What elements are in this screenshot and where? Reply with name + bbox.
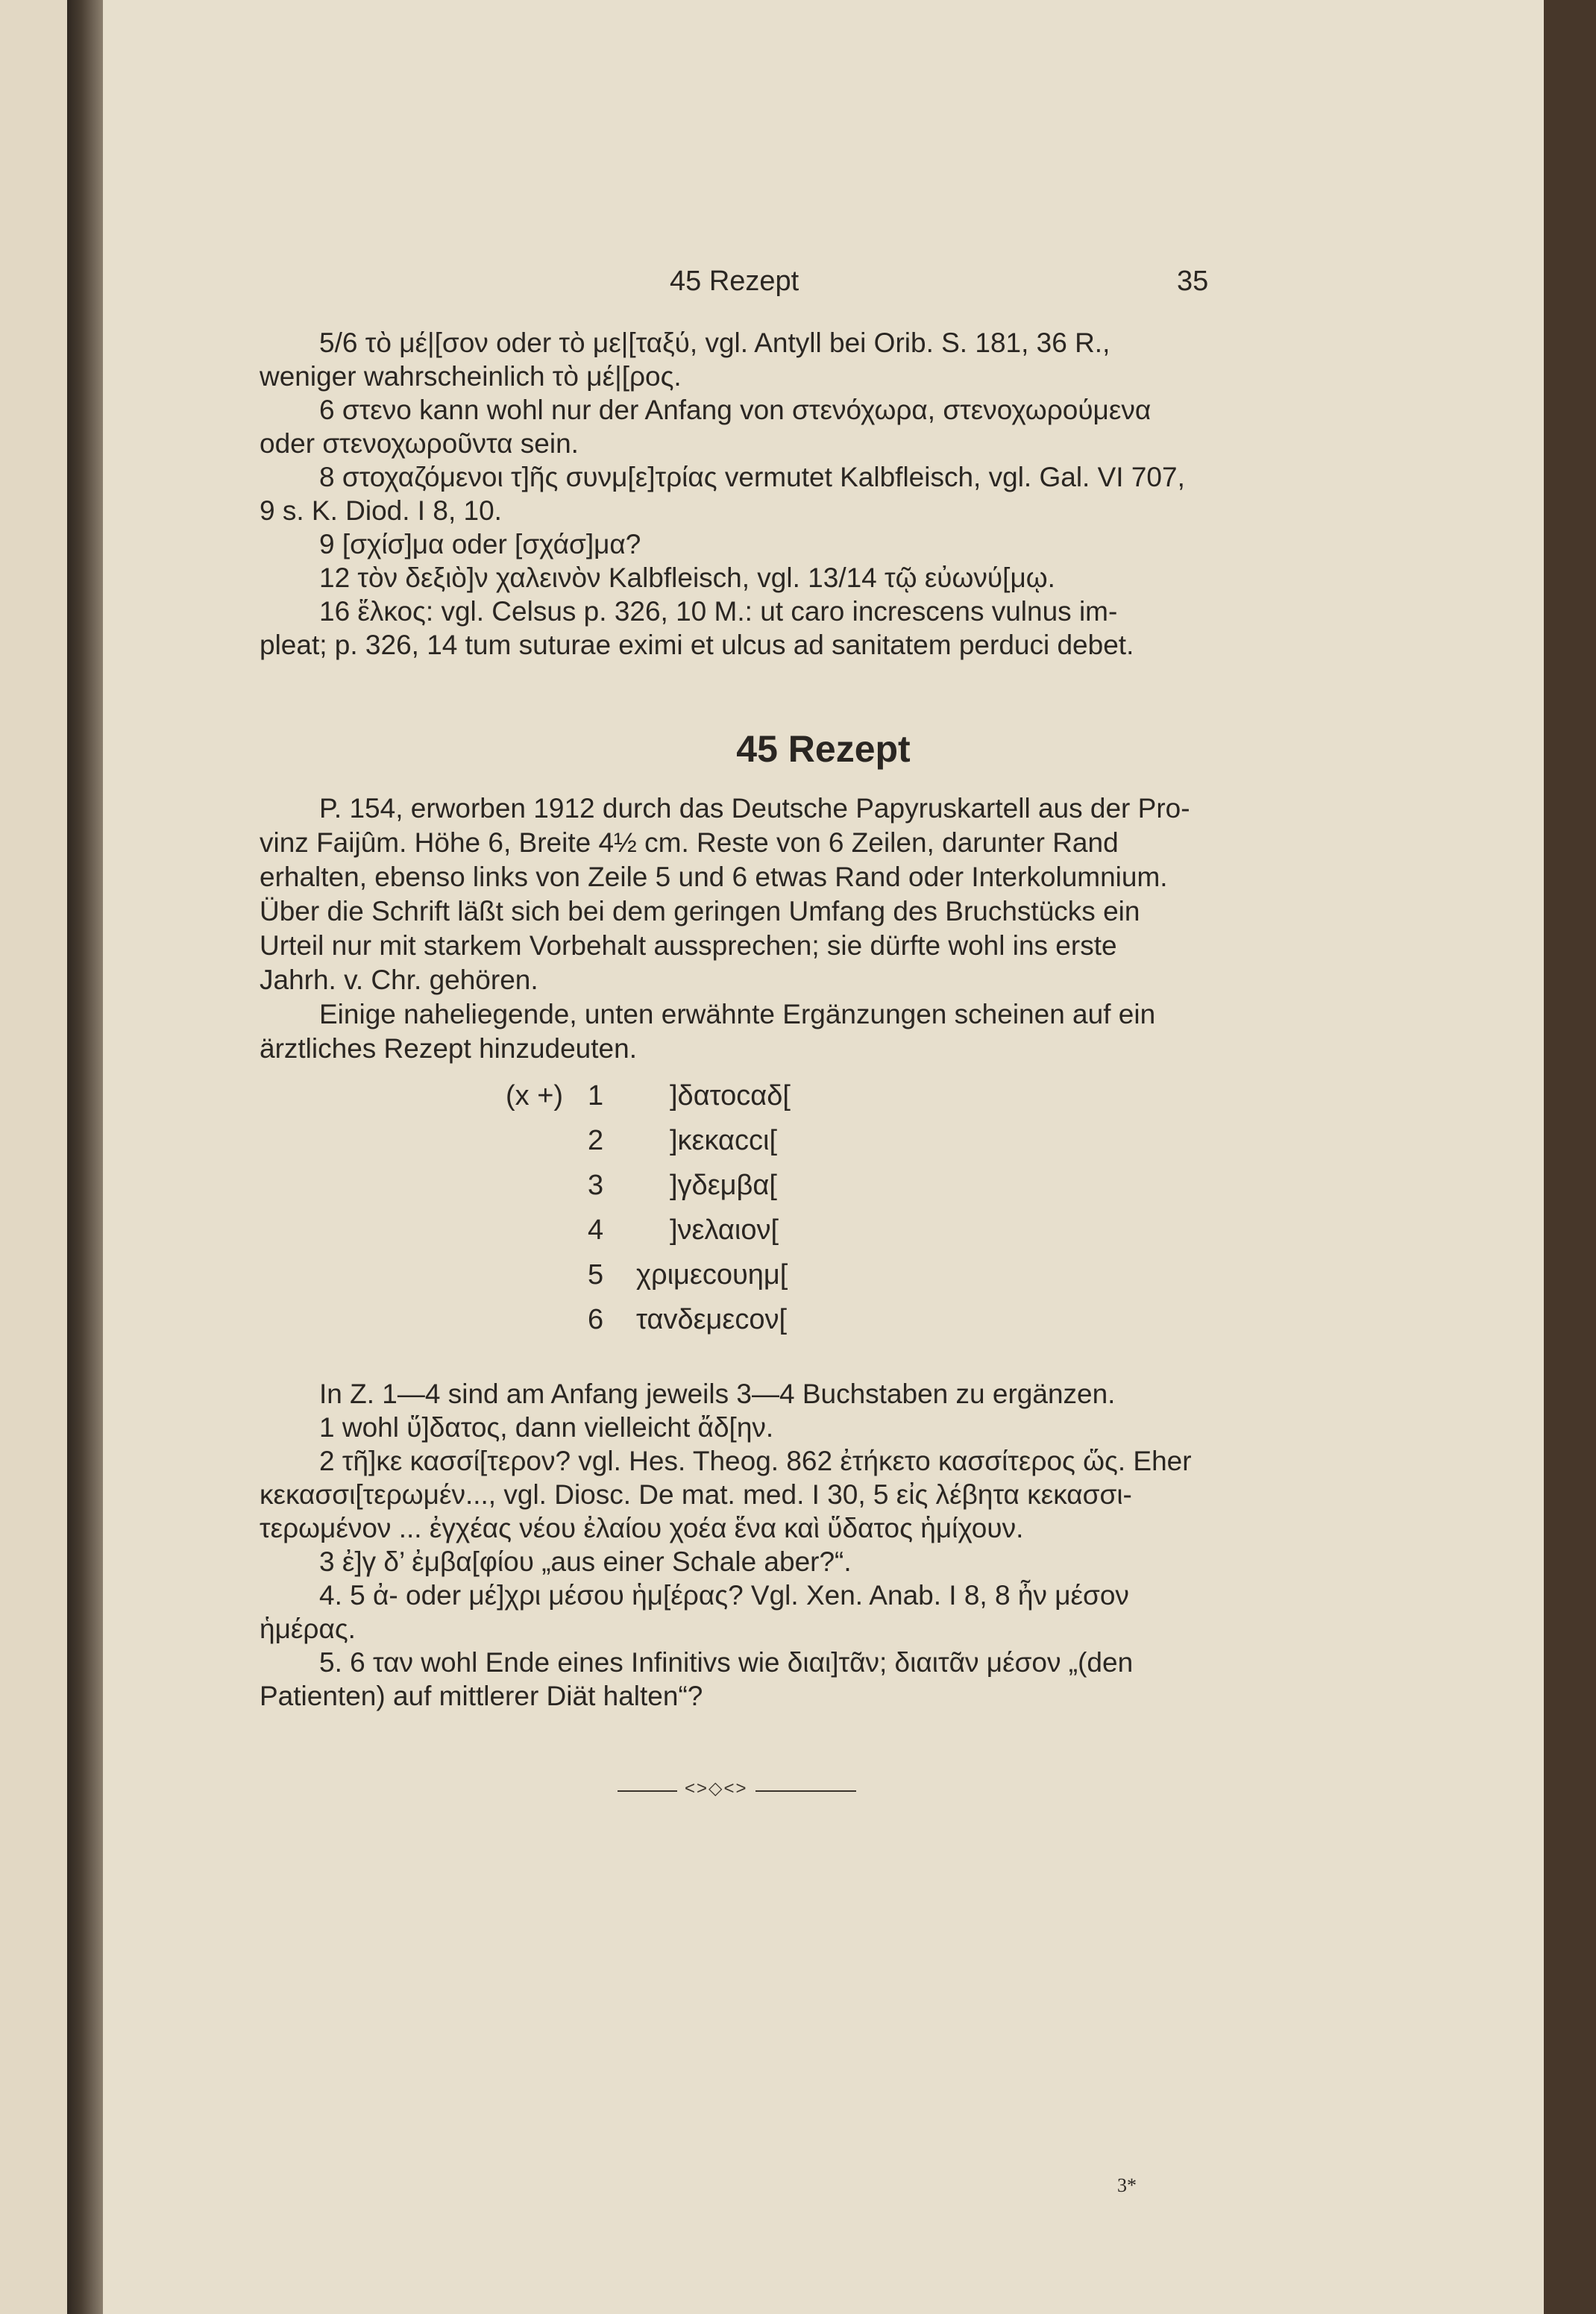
intro-line: vinz Faijûm. Höhe 6, Breite 4½ cm. Reste von 6 Zeilen, darunter Rand — [260, 827, 1119, 858]
intro-line: P. 154, erworben 1912 durch das Deutsche Papyruskartell aus der Pro- — [319, 793, 1190, 824]
note-line: 6 στενο kann wohl nur der Anfang von στενόχωρα, στενοχωρούμενα — [319, 395, 1152, 425]
papyrus-line-text: ]γδεμβα[ — [670, 1170, 777, 1201]
intro-line: Urteil nur mit starkem Vorbehalt aussprechen; sie dürfte wohl ins erste — [260, 930, 1117, 961]
commentary-line: 1 wohl ὕ]δατος, dann vielleicht ἄδ[ην. — [319, 1412, 774, 1443]
note-line: 8 στοχαζόμενοι τ]ῆς συνμ[ε]τρίας vermutet Kalbfleisch, vgl. Gal. VI 707, — [319, 462, 1185, 492]
signature-mark: 3* — [1117, 2175, 1137, 2196]
papyrus-line-number: 5 — [588, 1259, 604, 1291]
note-line: 16 ἕλκος: vgl. Celsus p. 326, 10 M.: ut caro increscens vulnus im- — [319, 596, 1118, 627]
page-number: 35 — [1177, 266, 1209, 297]
papyrus-line-number: 4 — [588, 1214, 604, 1246]
commentary-line: κεκασσι[τερωμέν..., vgl. Diosc. De mat. med. I 30, 5 εἰς λέβητα κεκασσι- — [260, 1479, 1132, 1510]
intro-line: Einige naheliegende, unten erwähnte Ergänzungen scheinen auf ein — [319, 999, 1156, 1029]
intro-line: ärztliches Rezept hinzudeuten. — [260, 1033, 637, 1064]
note-line: pleat; p. 326, 14 tum suturae eximi et ulcus ad sanitatem perduci debet. — [260, 630, 1134, 660]
note-line: 9 s. K. Diod. I 8, 10. — [260, 495, 502, 526]
papyrus-line-number: 1 — [588, 1080, 604, 1111]
section-heading: 45 Rezept — [736, 728, 911, 770]
commentary-line: Patienten) auf mittlerer Diät halten“? — [260, 1681, 703, 1711]
papyrus-line-text: χριμεcουημ[ — [636, 1259, 788, 1291]
book-gutter — [67, 0, 103, 2314]
papyrus-line-number: 3 — [588, 1170, 604, 1201]
book-cover-edge — [1544, 0, 1596, 2314]
commentary-line: In Z. 1—4 sind am Anfang jeweils 3—4 Buchstaben zu ergänzen. — [319, 1379, 1116, 1409]
papyrus-line-text: ]δατοcαδ[ — [670, 1080, 791, 1111]
note-line: weniger wahrscheinlich τὸ μέ|[ρος. — [260, 361, 682, 392]
commentary-line: ἡμέρας. — [260, 1614, 356, 1644]
note-line: 5/6 τὸ μέ|[σον oder τὸ με|[ταξύ, vgl. Antyll bei Orib. S. 181, 36 R., — [319, 327, 1110, 358]
commentary-line: 3 ἐ]γ δ’ ἐμβα[φίου „aus einer Schale aber?“. — [319, 1546, 852, 1577]
intro-line: Jahrh. v. Chr. gehören. — [260, 965, 538, 995]
running-title: 45 Rezept — [670, 266, 799, 297]
commentary-line: τερωμένον ... ἐγχέας νέου ἐλαίου χοέα ἕνα καὶ ὕδατος ἡμίχουν. — [260, 1513, 1024, 1543]
papyrus-prefix: (x +) — [506, 1080, 564, 1111]
intro-line: Über die Schrift läßt sich bei dem geringen Umfang des Bruchstücks ein — [260, 896, 1140, 926]
intro-line: erhalten, ebenso links von Zeile 5 und 6 etwas Rand oder Interkolumnium. — [260, 862, 1168, 892]
commentary-line: 4. 5 ἀ- oder μέ]χρι μέσου ἡμ[έρας? Vgl. Xen. Anab. I 8, 8 ἦν μέσον — [319, 1580, 1129, 1611]
papyrus-line-text: ταvδεμεcον[ — [636, 1304, 788, 1335]
note-line: 12 τὸν δεξιὸ]ν χαλεινὸν Kalbfleisch, vgl. 13/14 τῷ εὐωνύ[μῳ. — [319, 562, 1055, 593]
papyrus-line-text: ]κεκαccι[ — [670, 1125, 778, 1156]
ornament-divider: <>◇<> — [677, 1780, 755, 1798]
note-line: oder στενοχωροῦντα sein. — [260, 428, 579, 459]
note-line: 9 [σχίσ]μα oder [σχάσ]μα? — [319, 529, 641, 559]
commentary-line: 5. 6 ταν wohl Ende eines Infinitivs wie διαι]τᾶν; διαιτᾶν μέσον „(den — [319, 1647, 1134, 1678]
book-page — [103, 0, 1544, 2314]
facing-page-edge — [0, 0, 67, 2314]
papyrus-line-text: ]νελαιον[ — [670, 1214, 779, 1246]
papyrus-line-number: 2 — [588, 1125, 604, 1156]
papyrus-line-number: 6 — [588, 1304, 604, 1335]
commentary-line: 2 τῆ]κε κασσί[τερον? vgl. Hes. Theog. 862 ἐτήκετο κασσίτερος ὥς. Eher — [319, 1446, 1192, 1476]
